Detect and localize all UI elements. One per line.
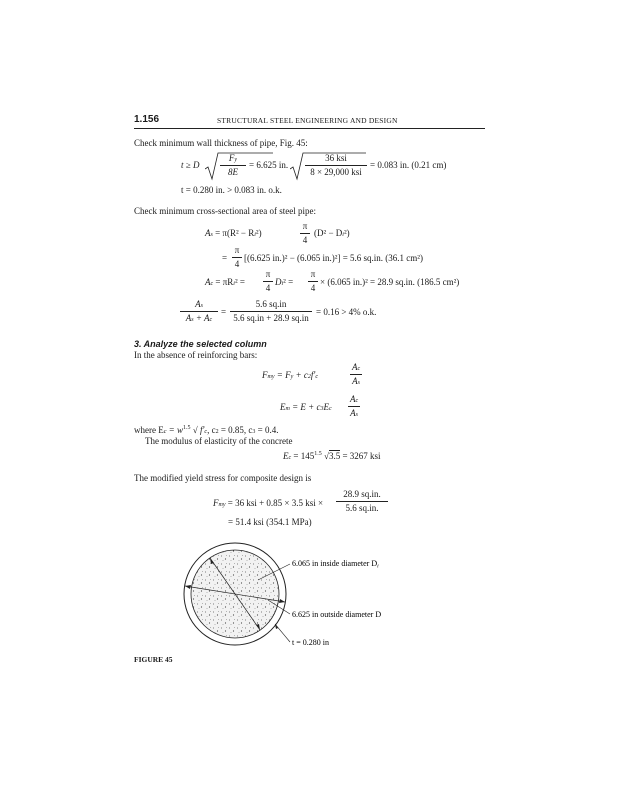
where-c3: = 0.85, c: [218, 425, 253, 435]
thickness-leader: [275, 624, 290, 642]
den36: 8 × 29,000 ksi: [310, 167, 362, 177]
fmy-eq3: f′: [310, 370, 316, 380]
where-line: [134, 425, 279, 435]
fmy-den-sub: s: [357, 380, 360, 386]
where-c2-sub: 2: [215, 429, 219, 435]
em-symbol: E: [280, 402, 286, 412]
ec-exp: 1.5: [314, 451, 322, 457]
ac-eq3b: ² =: [234, 277, 245, 287]
wall-check-lhs: t ≥ D: [181, 160, 200, 170]
equals-sign: =: [222, 253, 228, 263]
thickness-label: t = 0.280 in: [292, 638, 329, 647]
wall-check-mid: = 6.625 in.: [249, 160, 289, 170]
pi-c: π: [263, 270, 273, 282]
fmy-symbol: F: [262, 370, 268, 380]
em-den-sub: s: [355, 412, 358, 418]
em-eq: = E + c: [292, 402, 321, 412]
wall-check-result: = 0.083 in. (0.21 cm): [370, 160, 447, 170]
as-eq1c-text: (D² − D: [314, 228, 343, 238]
fmy-subscript: my: [267, 374, 275, 380]
ksi-fraction: [305, 154, 367, 177]
as-equation: [205, 228, 262, 238]
wall-check-line2: t = 0.280 in. > 0.083 in. o.k.: [181, 185, 282, 195]
pipe-cross-section-figure: [180, 538, 440, 650]
fmy-c-sub: c: [315, 374, 318, 380]
em-c-sub: c: [328, 406, 332, 412]
ec-rad: 3.5: [328, 451, 341, 461]
area-check-intro: Check minimum cross-sectional area of steel pipe:: [134, 206, 316, 216]
section-3-subtitle: In the absence of reinforcing bars:: [134, 350, 258, 360]
running-title: STRUCTURAL STEEL ENGINEERING AND DESIGN: [217, 116, 398, 125]
pi-over-4-c: [263, 270, 273, 293]
pi-d: π: [308, 270, 318, 282]
ac-eq3e: × (6.065 in.)² = 28.9 sq.in. (186.5 cm²): [320, 277, 460, 287]
where-fc-sub: c: [204, 429, 208, 435]
em-num-sub: c: [355, 398, 359, 404]
fmy-eq2: + c: [293, 370, 308, 380]
ac-eq3d: ² =: [283, 277, 294, 287]
pi-over-4-d: [308, 270, 318, 293]
inside-diameter-label: 6.065 in inside diameter Di: [292, 559, 379, 570]
ratio-num-a: A: [195, 299, 201, 309]
ratio-num-sub: s: [200, 303, 203, 309]
ratio-equals: =: [221, 307, 227, 317]
wall-check-intro: Check minimum wall thickness of pipe, Fig. 45:: [134, 138, 308, 148]
four-b: 4: [234, 259, 240, 269]
fmy-equation: [262, 370, 318, 380]
where-c-sub: c: [163, 429, 167, 435]
pi-over-4-b: [232, 246, 242, 269]
fmy2-symbol: F: [213, 498, 219, 508]
ratio-den-plus: + A: [193, 313, 210, 323]
as-eq1c: [314, 228, 350, 238]
em-c3-sub: 3: [320, 406, 324, 412]
em-num: A: [350, 394, 356, 404]
e8-denominator: 8E: [228, 167, 238, 177]
outside-diameter-label: 6.625 in outside diameter D: [292, 610, 382, 619]
fmy2-result: = 51.4 ksi (354.1 MPa): [228, 517, 312, 527]
ratio-result: = 0.16 > 4% o.k.: [316, 307, 377, 317]
as-eq1: = π(R² − R: [215, 228, 255, 238]
ac-eq3c: [275, 277, 293, 287]
fmy2-num: 28.9 sq.in.: [336, 490, 388, 502]
fmy2-subscript: my: [218, 502, 226, 508]
ac-eq3a: = πR: [215, 277, 234, 287]
as-eq2: [(6.625 in.)² − (6.065 in.)²] = 5.6 sq.in. (36.1 cm²): [244, 253, 423, 263]
fmy-num-sub: c: [357, 366, 361, 372]
fmy-den: A: [352, 376, 358, 386]
as-eq1-sub: i: [254, 232, 256, 238]
ac-eq3a-sub: i: [233, 281, 235, 287]
ratio-den-sub1: s: [191, 317, 194, 323]
ratio-rhs: [230, 300, 312, 323]
fmy-num: A: [352, 362, 358, 372]
pi-over-4-a: [300, 222, 310, 245]
where-text: where E: [134, 425, 164, 435]
fmy-fraction: [350, 363, 362, 386]
as-symbol: A: [205, 228, 211, 238]
ec-subscript: c: [288, 455, 292, 461]
fy-over-8e: [220, 154, 246, 177]
em-den: A: [350, 408, 356, 418]
ratio-num2: 5.6 sq.in: [230, 300, 312, 312]
ac-equation: [205, 277, 245, 287]
em-equation: [280, 402, 332, 412]
header-rule: [134, 128, 485, 129]
four-a: 4: [302, 235, 308, 245]
where-end: = 0.4.: [255, 425, 279, 435]
where-w: = w: [166, 425, 183, 435]
ec-symbol: E: [283, 451, 289, 461]
four-d: 4: [310, 283, 316, 293]
ec-res: = 3267 ksi: [340, 451, 381, 461]
thickness-arrow: [275, 624, 278, 629]
where-exp: 1.5: [182, 425, 191, 431]
section-3-title: 3. Analyze the selected column: [134, 339, 267, 349]
fmy-eq: = F: [276, 370, 291, 380]
as-eq1d: ²): [343, 228, 350, 238]
fy-symbol: F: [228, 153, 235, 163]
ratio-den-a: A: [185, 313, 192, 323]
em-subscript: m: [285, 406, 290, 412]
where-c2: , c: [207, 425, 216, 435]
fmy2-fraction: [336, 490, 388, 513]
ratio-den3: 5.6 sq.in + 28.9 sq.in: [233, 313, 309, 323]
ratio-den-sub2: c: [209, 317, 213, 323]
fmy-c2-sub: 2: [307, 374, 311, 380]
fmy2-equation: [213, 498, 323, 508]
where-fc: f′: [197, 425, 205, 435]
ratio-lhs: [180, 300, 218, 323]
ac-d: D: [275, 277, 282, 287]
ec-eq: = 145: [291, 451, 315, 461]
ec-equation: [283, 451, 381, 461]
ec-sqrt: √: [324, 451, 329, 461]
as-eq1b: ²): [255, 228, 262, 238]
fmy2-eq: = 36 ksi + 0.85 × 3.5 ksi ×: [227, 498, 324, 508]
modulus-line: The modulus of elasticity of the concrete: [145, 436, 293, 446]
em-eq2: E: [323, 402, 329, 412]
where-c3-sub: 3: [252, 429, 256, 435]
em-fraction: [348, 395, 360, 418]
fmy2-den: 5.6 sq.in.: [345, 503, 379, 513]
pi-a: π: [300, 222, 310, 234]
page-number: 1.156: [134, 114, 160, 125]
pi-b: π: [232, 246, 242, 258]
ac-subscript: c: [210, 281, 214, 287]
figure-caption: FIGURE 45: [134, 655, 173, 664]
modified-line: The modified yield stress for composite design is: [134, 473, 312, 483]
where-sqrt: √: [192, 425, 198, 435]
as-subscript: s: [210, 232, 213, 238]
fmy-y-sub: y: [290, 374, 294, 380]
ac-symbol: A: [205, 277, 211, 287]
four-c: 4: [265, 283, 271, 293]
fy-subscript: y: [234, 157, 238, 163]
as-eq1c-sub: i: [342, 232, 344, 238]
ac-d-sub: i: [281, 281, 284, 287]
num36: 36 ksi: [305, 154, 367, 166]
